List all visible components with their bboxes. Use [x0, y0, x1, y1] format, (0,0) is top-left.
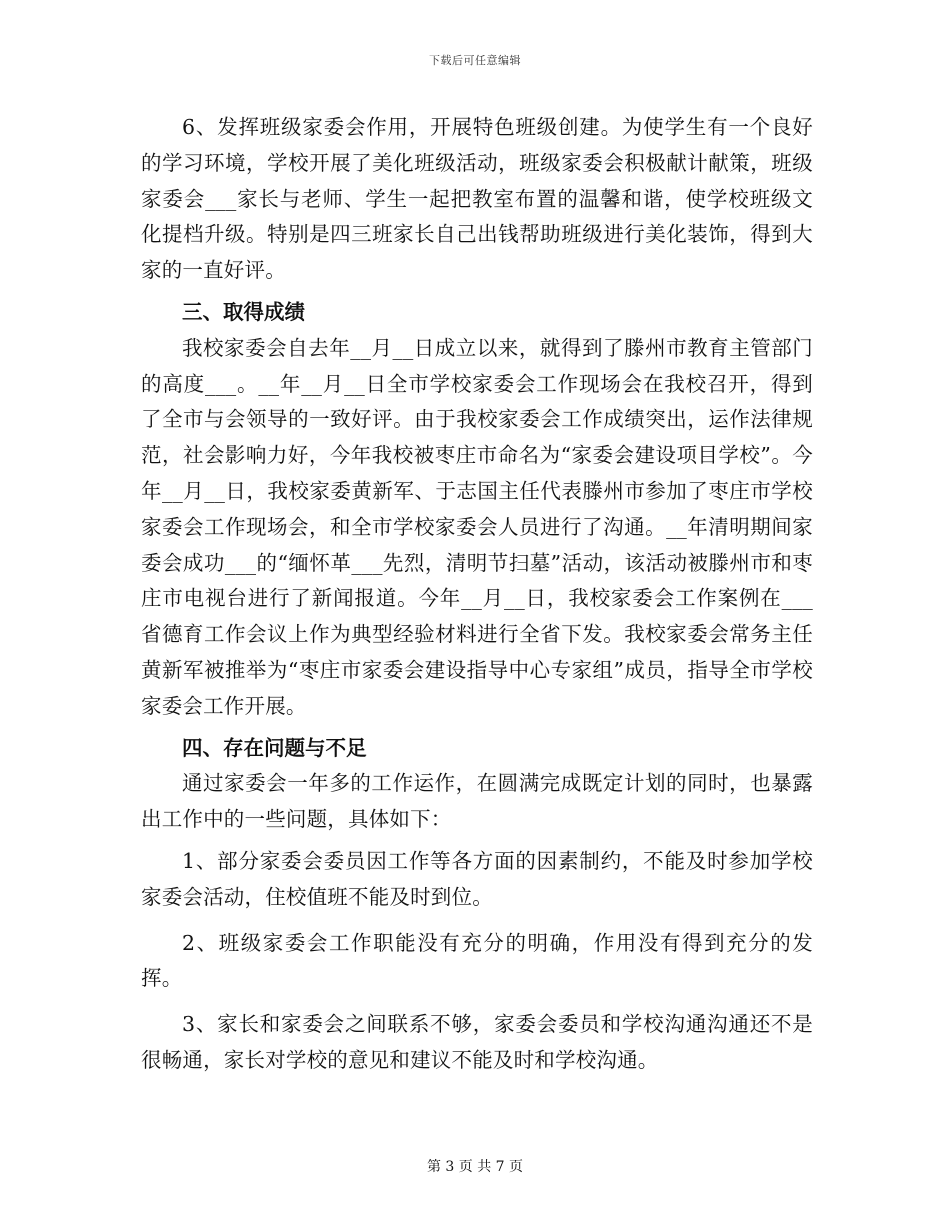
paragraph-issue-1: 1、部分家委会委员因工作等各方面的因素制约，不能及时参加学校家委会活动，住校值班不能及时到位。	[141, 848, 813, 909]
page-number-footer: 第 3 页 共 7 页	[426, 1159, 524, 1175]
section-heading-achievements: 三、取得成绩	[182, 299, 305, 324]
paragraph-achievements: 我校家委会自去年__月__日成立以来，就得到了滕州市教育主管部门的高度___。__年__月__日全市学校家委会工作现场会在我校召开，得到了全市与会领导的一致好评。由于我校家委会工作成绩突出，运作法律规范，社会影响力好，今年我校被枣庄市命名为“家委会建设项目学校”。今年__月__日，我校家委黄新军、于志国主任代表滕州市参加了枣庄市学校家委会工作现场会，和全市学校家委会人员进行了沟通。__年清明期间家委会成功___的“缅怀革___先烈，清明节扫墓”活动，该活动被滕州市和枣庄市电视台进行了新闻报道。今年__月__日，我校家委会工作案例在___省德育工作会议上作为典型经验材料进行全省下发。我校家委会常务主任黄新军被推举为“枣庄市家委会建设指导中心专家组”成员，指导全市学校家委会工作开展。	[141, 335, 813, 718]
paragraph-class-committee: 6、发挥班级家委会作用，开展特色班级创建。为使学生有一个良好的学习环境，学校开展了美化班级活动，班级家委会积极献计献策，班级家委会___家长与老师、学生一起把教室布置的温馨和谐，使学校班级文化提档升级。特别是四三班家长自己出钱帮助班级进行美化装饰，得到大家的一直好评。	[141, 115, 813, 283]
paragraph-issue-3: 3、家长和家委会之间联系不够，家委会委员和学校沟通沟通还不是很畅通，家长对学校的意见和建议不能及时和学校沟通。	[141, 1012, 813, 1072]
paragraph-issue-2: 2、班级家委会工作职能没有充分的明确，作用没有得到充分的发挥。	[141, 930, 813, 991]
page-header-note: 下载后可任意编辑	[429, 54, 521, 67]
document-body	[141, 110, 813, 1079]
section-heading-problems: 四、存在问题与不足	[182, 735, 367, 760]
paragraph-problems-intro: 通过家委会一年多的工作运作，在圆满完成既定计划的同时，也暴露出工作中的一些问题，具体如下：	[141, 771, 813, 832]
